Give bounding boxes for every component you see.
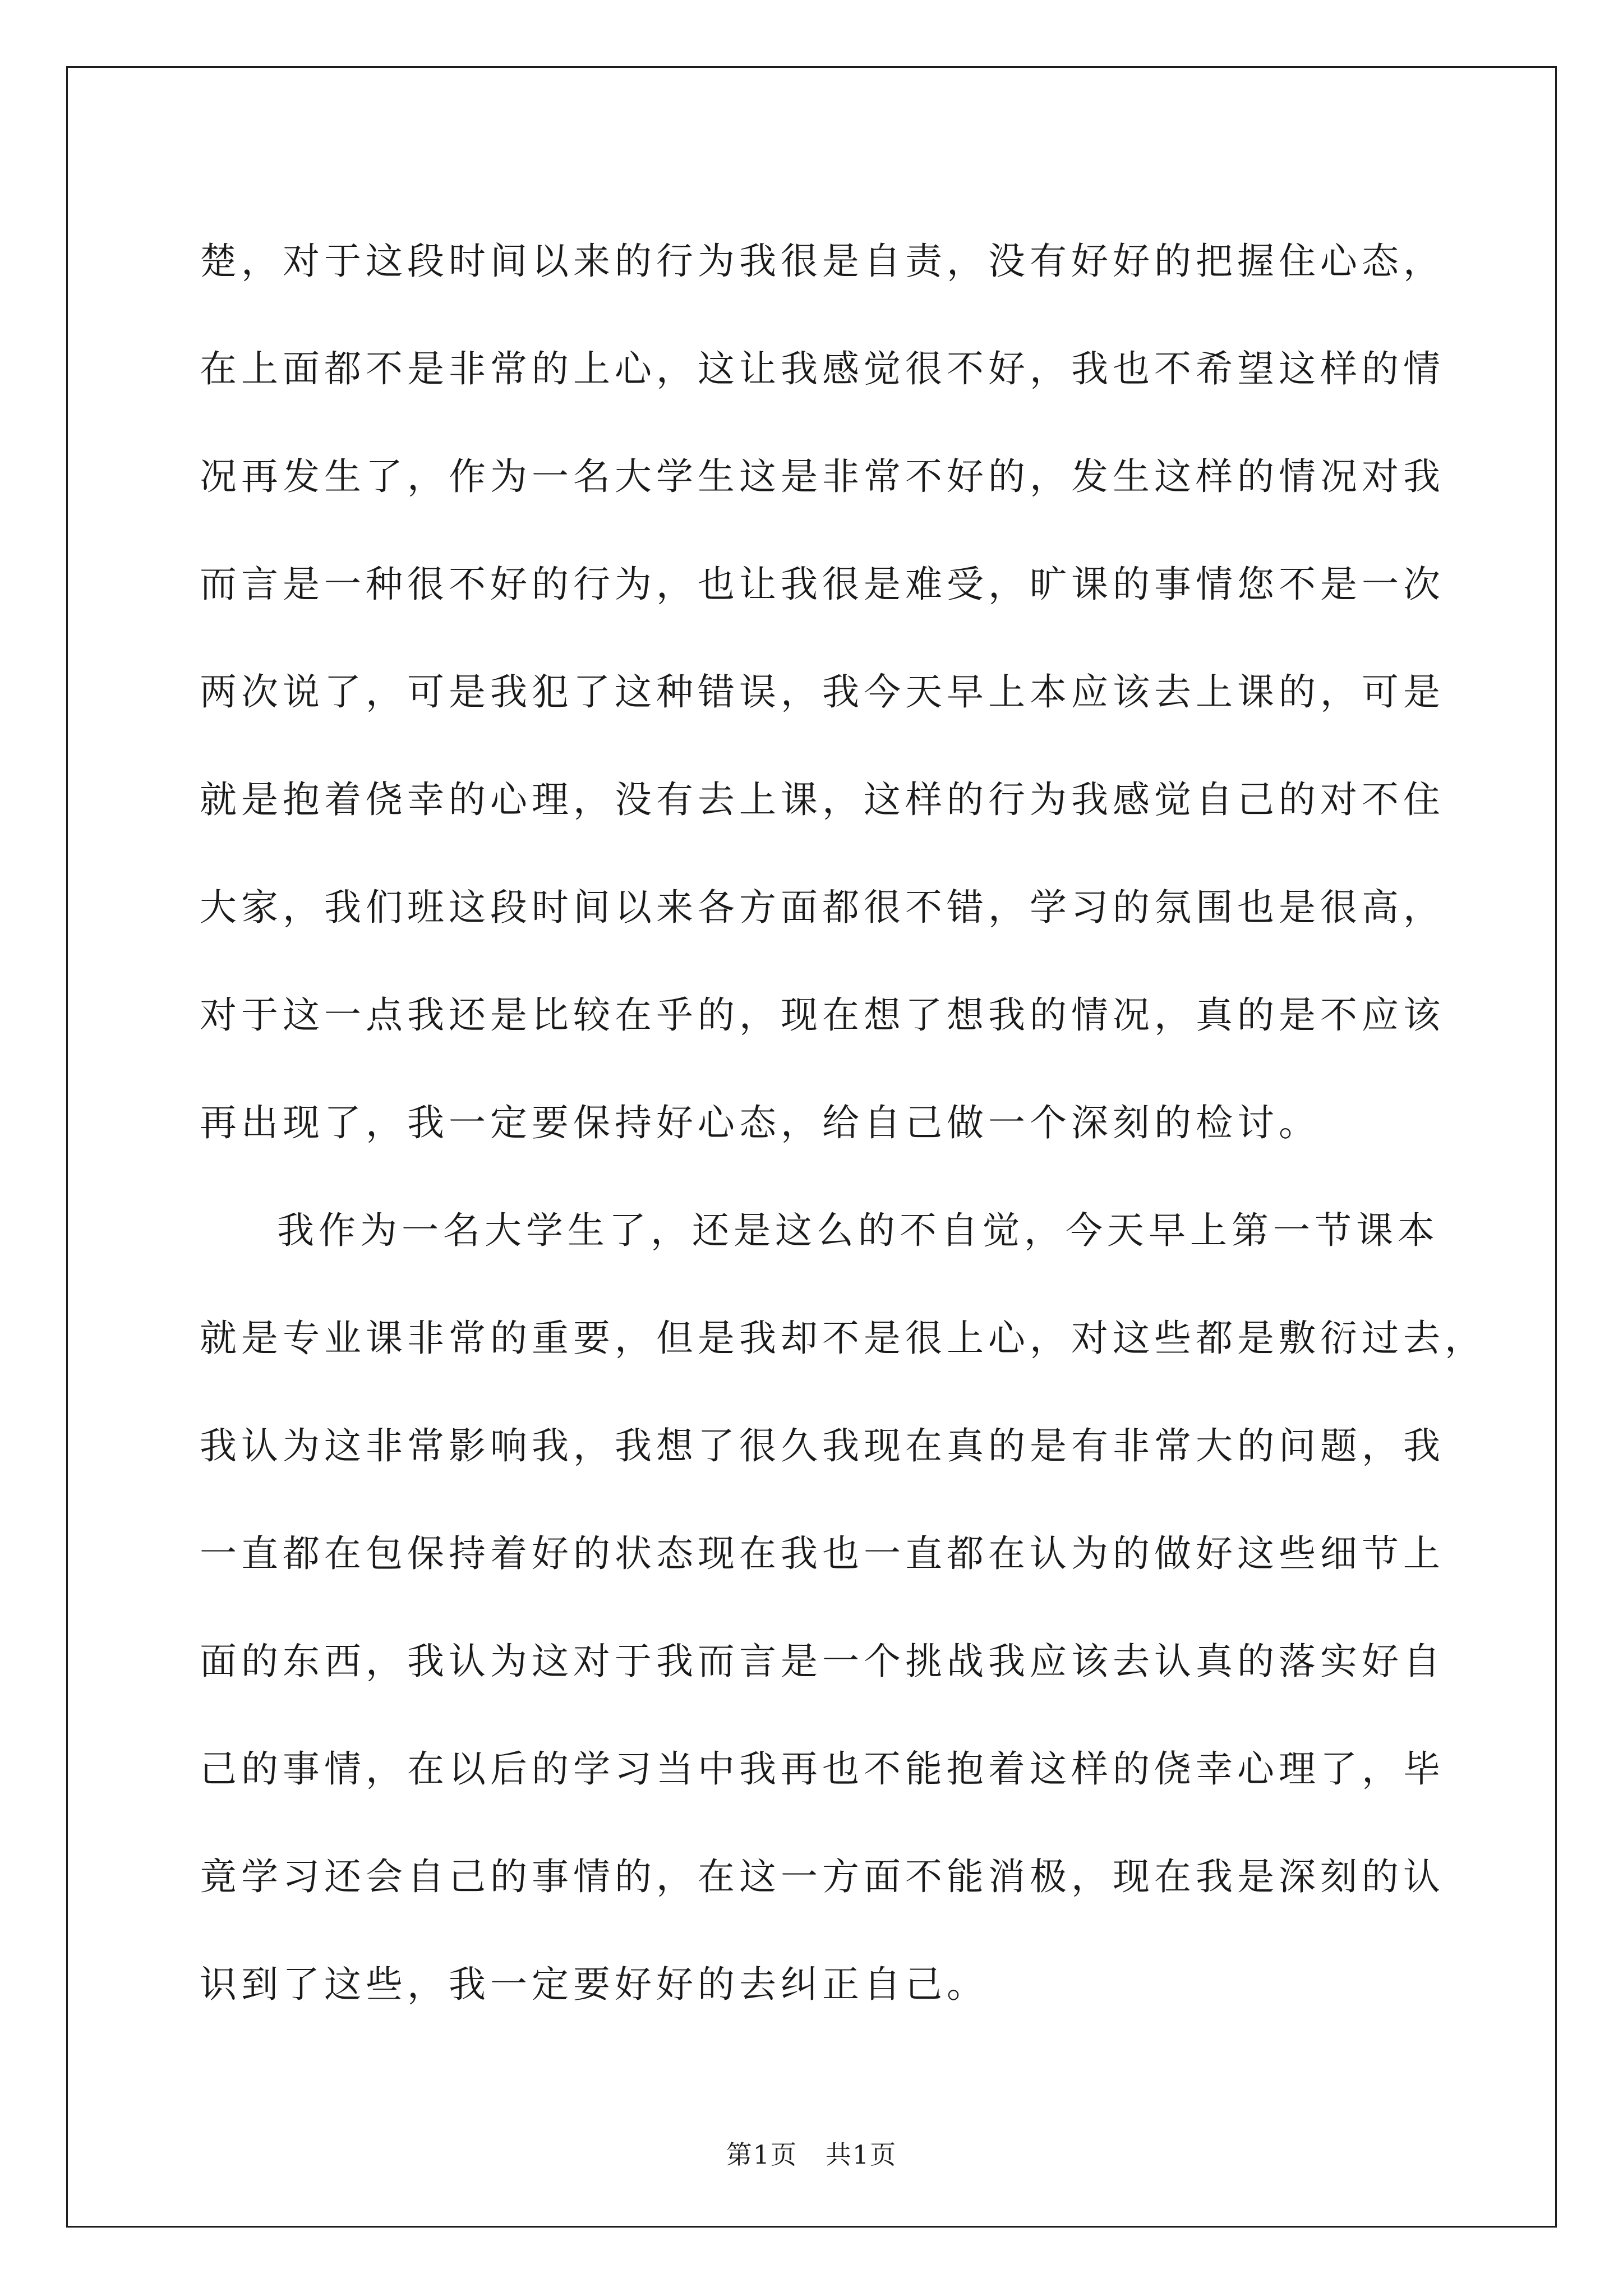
text-line: 一直都在包保持着好的状态现在我也一直都在认为的做好这些细节上	[200, 1532, 1445, 1575]
text-line: 大家，我们班这段时间以来各方面都很不错，学习的氛围也是很高，	[200, 886, 1445, 929]
paragraph-start-line: 我作为一名大学生了，还是这么的不自觉，今天早上第一节课本	[277, 1209, 1439, 1252]
text-line: 再出现了，我一定要保持好心态，给自己做一个深刻的检讨。	[200, 1101, 1320, 1144]
document-body	[200, 208, 1486, 2039]
text-line: 楚，对于这段时间以来的行为我很是自责，没有好好的把握住心态，	[200, 240, 1445, 283]
text-line: 面的东西，我认为这对于我而言是一个挑战我应该去认真的落实好自	[200, 1640, 1445, 1683]
text-line: 我认为这非常影响我，我想了很久我现在真的是有非常大的问题，我	[200, 1424, 1445, 1467]
text-line: 两次说了，可是我犯了这种错误，我今天早上本应该去上课的，可是	[200, 670, 1445, 714]
text-line: 在上面都不是非常的上心，这让我感觉很不好，我也不希望这样的情	[200, 347, 1445, 390]
text-line: 识到了这些，我一定要好好的去纠正自己。	[200, 1963, 988, 2006]
text-line: 己的事情，在以后的学习当中我再也不能抱着这样的侥幸心理了，毕	[200, 1747, 1445, 1791]
text-line: 对于这一点我还是比较在乎的，现在想了想我的情况，真的是不应该	[200, 993, 1445, 1037]
page-number-footer: 第1页 共1页	[726, 2139, 897, 2170]
text-line: 就是抱着侥幸的心理，没有去上课，这样的行为我感觉自己的对不住	[200, 778, 1445, 821]
text-line: 况再发生了，作为一名大学生这是非常不好的，发生这样的情况对我	[200, 455, 1445, 498]
text-line: 竟学习还会自己的事情的，在这一方面不能消极，现在我是深刻的认	[200, 1855, 1445, 1898]
text-line: 就是专业课非常的重要，但是我却不是很上心，对这些都是敷衍过去，	[200, 1317, 1486, 1360]
text-line: 而言是一种很不好的行为，也让我很是难受，旷课的事情您不是一次	[200, 563, 1445, 606]
